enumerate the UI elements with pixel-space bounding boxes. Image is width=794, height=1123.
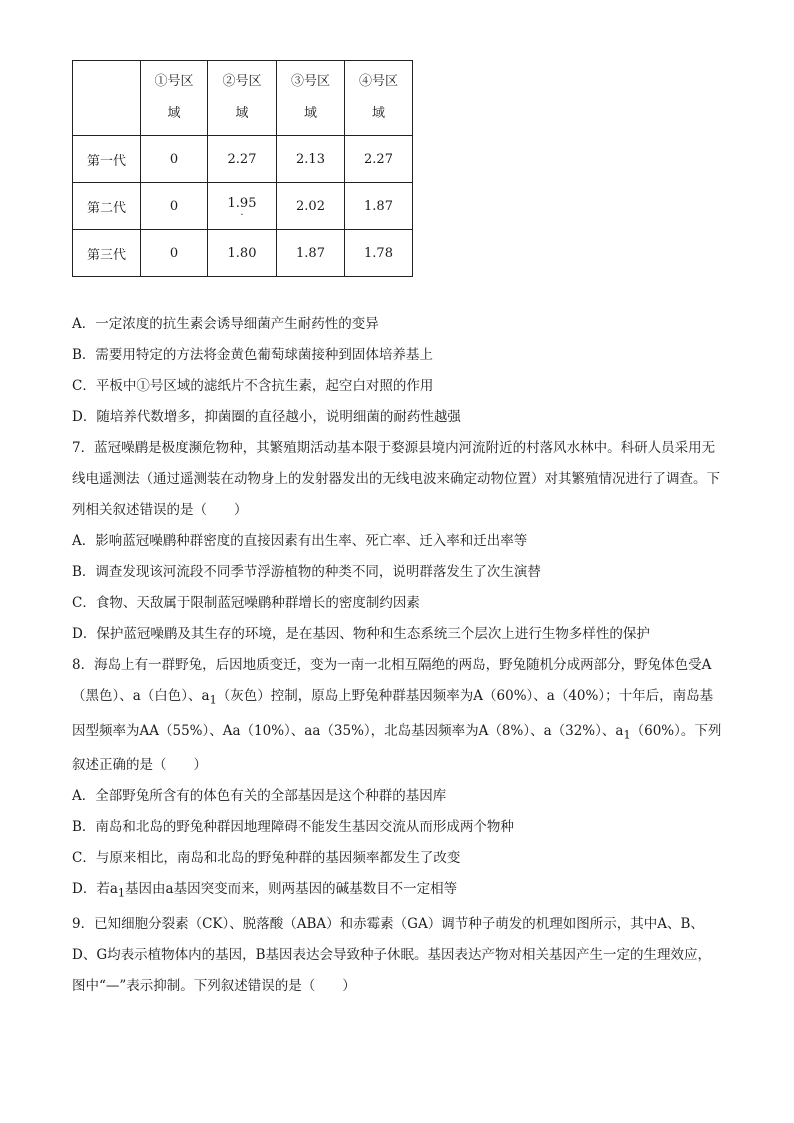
table-row [73,136,413,183]
q8-option-a: A．全部野兔所含有的体色有关的全部基因是这个种群的基因库 [72,788,447,805]
table-cell: 2.13 [277,136,345,183]
stray-dot: · [240,210,244,221]
q9-stem: 9．已知细胞分裂素（CK）、脱落酸（ABA）和赤霉素（GA）调节种子萌发的机理如图所示，其中A、B、D、G均表示植物体内的基因，B基因表达会导致种子休眠。基因表达产物对相关基因产生一定的生理效应，图中“—”表示抑制。下列叙述错误的是（ ） [72,916,712,995]
question-body [72,309,724,1002]
table-cell: 1.87 [345,183,413,230]
table-cell: 1.80 [208,230,277,277]
header-line: ④号区 [358,74,398,89]
q8-option-d-part: D．若a [72,881,118,898]
q7-option-d: D．保护蓝冠噪鹛及其生存的环境，是在基因、物种和生态系统三个层次上进行生物多样性的保护 [72,626,650,642]
header-line: ①号区 [154,74,194,89]
q8-option-c: C．与原来相比，南岛和北岛的野兔种群的基因频率都发生了改变 [72,850,461,867]
subscript: 1 [209,693,217,707]
table-header-cell [345,61,413,136]
q8-option-d-part: 基因由a基因突变而来，则两基因的碱基数目不一定相等 [125,881,458,898]
header-line: ③号区 [290,74,330,89]
header-line: 域 [167,106,181,121]
header-line: 域 [303,106,317,121]
q8-stem-part: （灰色）控制，原岛上野兔种群基因频率为A（60%）、a（40%）；十年后，南岛基因型频率为AA（55%）、Aa（10%）、aa（35%），北岛基因频率为A（8%）、a（32%）、a [72,688,714,739]
table-cell: 1.78 [345,230,413,277]
q8-stem [72,650,724,781]
q8-option-d [72,874,724,909]
header-line: 域 [235,106,249,121]
table-row [73,183,413,230]
q6-option-d: D．随培养代数增多，抑菌圈的直径越小，说明细菌的耐药性越强 [72,409,461,425]
header-line: 域 [371,106,385,121]
q6-option-c: C．平板中①号区域的滤纸片不含抗生素，起空白对照的作用 [72,378,434,394]
table-cell: 1.87 [277,230,345,277]
table-header-cell [73,61,141,136]
table-cell: 2.27 [345,136,413,183]
q6-option-b: B．需要用特定的方法将金黄色葡萄球菌接种到固体培养基上 [72,347,433,363]
table-header-row [73,61,413,136]
header-line: ②号区 [222,74,262,89]
q6-option-a: A．一定浓度的抗生素会诱导细菌产生耐药性的变异 [72,316,379,332]
subscript: 1 [623,728,631,742]
table-cell [208,183,277,230]
q7-option-a: A．影响蓝冠噪鹛种群密度的直接因素有出生率、死亡率、迁入率和迁出率等 [72,533,528,549]
row-label: 第三代 [73,230,141,277]
table-cell-value: 1.95 [227,196,257,211]
row-label: 第一代 [73,136,141,183]
data-table [72,60,413,277]
q7-option-c: C．食物、天敌属于限制蓝冠噪鹛种群增长的密度制约因素 [72,595,420,611]
q8-stem-part: 8．海岛上有一群野兔，后因地质变迁，变为一南一北相互隔绝的两岛，野兔随机分成两部分，野兔体色受A（黑色）、a（白色）、a [72,657,712,704]
q7-option-b: B．调查发现该河流段不同季节浮游植物的种类不同，说明群落发生了次生演替 [72,564,541,580]
row-label: 第二代 [73,183,141,230]
table-header-cell [277,61,345,136]
table-cell: 2.02 [277,183,345,230]
table-cell: 0 [141,183,208,230]
q8-option-b: B．南岛和北岛的野兔种群因地理障碍不能发生基因交流从而形成两个物种 [72,819,514,836]
table-header-cell [208,61,277,136]
q8-stem-part: （60%）。下列叙述正确的是（ ） [72,722,722,774]
table-cell: 0 [141,230,208,277]
subscript: 1 [117,887,126,901]
table-cell: 0 [141,136,208,183]
table-cell: 2.27 [208,136,277,183]
q7-stem: 7．蓝冠噪鹛是极度濒危物种，其繁殖期活动基本限于婺源县境内河流附近的村落风水林中。科研人员采用无线电遥测法（通过遥测装在动物身上的发射器发出的无线电波来确定动物位置）对其繁殖情况进行了调查。下列相关叙述错误的是（ ） [72,440,720,518]
table-row [73,230,413,277]
table-header-cell [141,61,208,136]
